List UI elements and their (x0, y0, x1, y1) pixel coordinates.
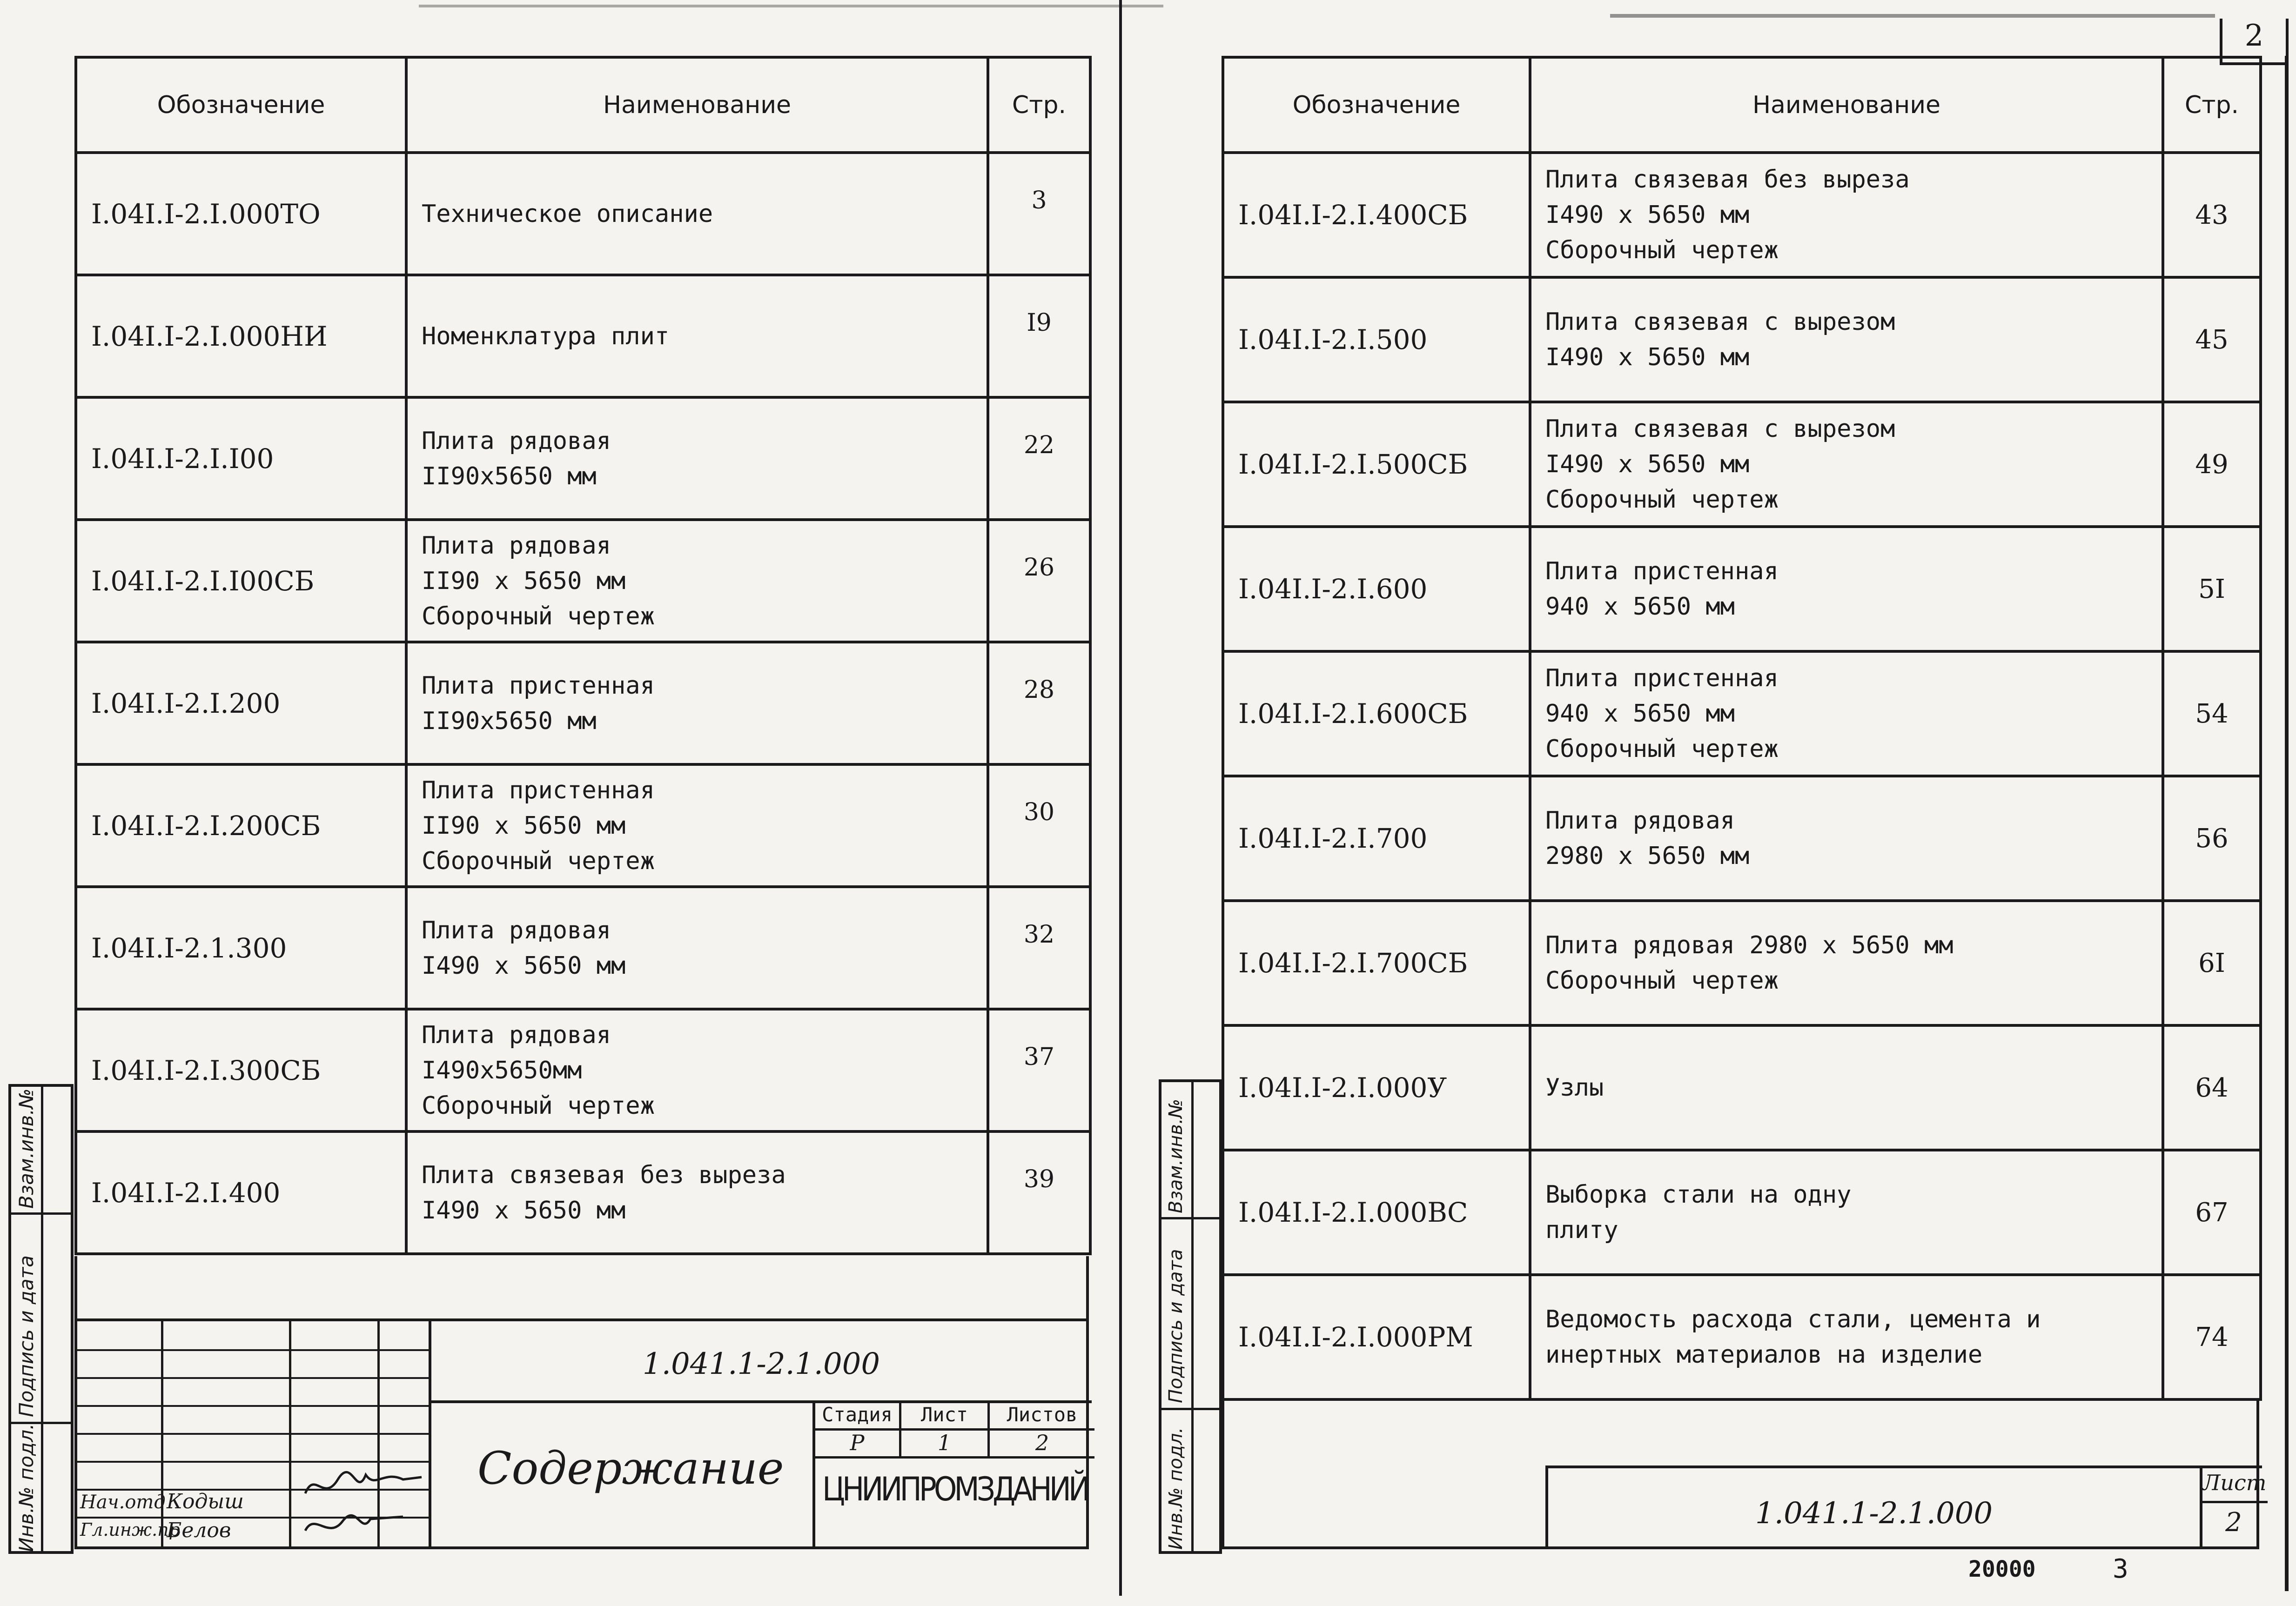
row-page: 45 (2163, 277, 2261, 402)
footer-order: 20000 (1968, 1556, 2036, 1582)
row-name-line: Сборочный чертеж (422, 847, 655, 875)
row-designation: I.04I.I-2.I.000ТО (76, 153, 406, 275)
row-name-line: Сборочный чертеж (1545, 236, 1779, 264)
right-sheet (1222, 56, 2267, 1554)
row-page: 39 (988, 1131, 1090, 1254)
header-designation: Обозначение (76, 57, 406, 153)
left-empty-band (74, 1256, 1089, 1321)
row-name-line: I490 x 5650 мм (422, 951, 626, 980)
row-designation: I.04I.I-2.I.000ВС (1223, 1150, 1530, 1275)
row-name-line: Плита рядовая (422, 531, 611, 560)
table-row (1223, 651, 2261, 776)
table-row (1223, 527, 2261, 651)
sheets-label: Листов (1007, 1403, 1078, 1426)
row-name-line: Сборочный чертеж (1545, 486, 1779, 514)
row-name (1530, 776, 2163, 901)
row-designation: I.04I.I-2.I.500 (1223, 277, 1530, 402)
footer-number: 3 (2113, 1554, 2128, 1584)
sheet-value: 1 (937, 1430, 952, 1455)
row-page: 74 (2163, 1275, 2261, 1399)
row-designation: I.04I.I-2.I.500СБ (1223, 402, 1530, 527)
row-name (406, 1009, 988, 1131)
row-name-line: инертных материалов на изделие (1545, 1341, 1983, 1369)
row-designation: I.04I.I-2.I.600СБ (1223, 651, 1530, 776)
sheets-value: 2 (1035, 1430, 1049, 1455)
left-contents-table (74, 56, 1092, 1255)
right-doc-code: 1.041.1-2.1.000 (1755, 1496, 1993, 1531)
row-name (406, 887, 988, 1009)
row-designation: I.04I.I-2.I.200СБ (76, 764, 406, 887)
right-margin-inv: Инв.№ подл. (1165, 1427, 1187, 1550)
row-name-line: Сборочный чертеж (1545, 735, 1779, 763)
row-name-line: 2980 x 5650 мм (1545, 842, 1750, 870)
row-name-line: Плита связевая без выреза (1545, 166, 1910, 194)
row-name (406, 397, 988, 520)
row-name-line: Номенклатура плит (422, 322, 670, 350)
header-designation: Обозначение (1223, 57, 1530, 153)
row-name-line: Плита рядовая (422, 1021, 611, 1049)
doc-title: Содержание (477, 1442, 784, 1494)
stage-label: Стадия (822, 1403, 893, 1426)
header-page: Стр. (2163, 57, 2261, 153)
right-margin-replace: Взам.инв.№ (1165, 1098, 1187, 1213)
row-designation: I.04I.I-2.I.I00 (76, 397, 406, 520)
row-designation: I.04I.I-2.I.I00СБ (76, 520, 406, 642)
row-name-line: Плита пристенная (422, 671, 655, 700)
right-sheet-box (2200, 1468, 2265, 1549)
table-row (1223, 1275, 2261, 1399)
role-chief-engineer: Гл.инж.пр (80, 1519, 181, 1540)
row-name-line: II90 x 5650 мм (422, 567, 626, 595)
row-page: 56 (2163, 776, 2261, 901)
row-name-line: I490x5650мм (422, 1056, 582, 1084)
row-name-line: 940 x 5650 мм (1545, 593, 1735, 621)
table-row (1223, 277, 2261, 402)
header-page: Стр. (988, 57, 1090, 153)
table-row (1223, 402, 2261, 527)
table-row (76, 764, 1090, 887)
row-designation: I.04I.I-2.I.000РМ (1223, 1275, 1530, 1399)
row-name (1530, 153, 2163, 277)
row-page: 49 (2163, 402, 2261, 527)
right-bottom-frame (1222, 1400, 2267, 1549)
right-margin-sign: Подпись и дата (1165, 1249, 1187, 1403)
left-margin-stamp (8, 1084, 74, 1554)
table-row (76, 397, 1090, 520)
row-name (406, 275, 988, 397)
stage-box (812, 1400, 1092, 1549)
row-name-line: I490 x 5650 мм (1545, 343, 1750, 371)
row-name-line: II90x5650 мм (422, 462, 597, 490)
row-name-line: Плита рядовая 2980 x 5650 мм (1545, 931, 1954, 959)
name-head-of-dept: Кодыш (167, 1490, 244, 1513)
row-page: 37 (988, 1009, 1090, 1131)
row-name-line: Плита рядовая (422, 916, 611, 944)
table-row (1223, 1025, 2261, 1150)
row-name-line: Плита пристенная (1545, 664, 1779, 692)
row-name (1530, 402, 2163, 527)
table-row (76, 275, 1090, 397)
row-page: I9 (988, 275, 1090, 397)
left-margin-inv: Инв.№ подл. (15, 1423, 38, 1552)
row-page: 67 (2163, 1150, 2261, 1275)
row-name (1530, 1025, 2163, 1150)
table-row (1223, 1150, 2261, 1275)
row-page: 32 (988, 887, 1090, 1009)
top-edge-left (419, 5, 1163, 7)
fold-line (1119, 0, 1122, 1596)
top-edge-right (1610, 14, 2215, 18)
row-designation: I.04I.I-2.I.700 (1223, 776, 1530, 901)
table-row (1223, 776, 2261, 901)
right-margin-stamp (1159, 1079, 1222, 1554)
signature-grid (77, 1321, 431, 1546)
header-name: Наименование (406, 57, 988, 153)
row-name (1530, 901, 2163, 1025)
left-margin-replace: Взам.инв.№ (15, 1088, 38, 1209)
row-name-line: Узлы (1545, 1074, 1604, 1102)
row-name-line: Плита рядовая (422, 427, 611, 455)
sheet-label: Лист (920, 1403, 968, 1426)
row-page: 30 (988, 764, 1090, 887)
row-name-line: Плита связевая без выреза (422, 1161, 786, 1189)
row-name-line: I490 x 5650 мм (422, 1196, 626, 1225)
row-name-line: I490 x 5650 мм (1545, 201, 1750, 229)
org-name: ЦНИИПРОМЗДАНИЙ (822, 1470, 1088, 1508)
row-name (406, 153, 988, 275)
title-block (74, 1321, 1089, 1549)
row-name-line: II90x5650 мм (422, 707, 597, 735)
right-sheet-number: 2 (2225, 1507, 2242, 1538)
row-page: 43 (2163, 153, 2261, 277)
row-page: 3 (988, 153, 1090, 275)
header-name: Наименование (1530, 57, 2163, 153)
signature-marks (296, 1461, 436, 1545)
row-name-line: Сборочный чертеж (422, 602, 655, 630)
right-edge-line (2285, 56, 2289, 1591)
row-designation: I.04I.I-2.1.300 (76, 887, 406, 1009)
row-name (406, 1131, 988, 1254)
right-sheet-label: Лист (2202, 1470, 2267, 1495)
role-head-of-dept: Нач.отд (80, 1492, 166, 1513)
corner-page-number: 2 (2220, 19, 2289, 65)
row-name-line: Плита связевая с вырезом (1545, 415, 1895, 443)
row-name (1530, 1150, 2163, 1275)
row-page: 22 (988, 397, 1090, 520)
row-page: 54 (2163, 651, 2261, 776)
table-row (76, 1009, 1090, 1131)
row-designation: I.04I.I-2.I.200 (76, 642, 406, 764)
table-row (1223, 153, 2261, 277)
row-name-line: Плита пристенная (1545, 557, 1779, 585)
row-name (1530, 527, 2163, 651)
row-name-line: I490 x 5650 мм (1545, 450, 1750, 478)
row-designation: I.04I.I-2.I.400СБ (1223, 153, 1530, 277)
row-designation: I.04I.I-2.I.700СБ (1223, 901, 1530, 1025)
row-page: 28 (988, 642, 1090, 764)
right-title-block (1545, 1465, 2267, 1549)
row-name-line: II90 x 5650 мм (422, 811, 626, 840)
row-name (406, 642, 988, 764)
row-designation: I.04I.I-2.I.300СБ (76, 1009, 406, 1131)
row-name-line: Выборка стали на одну (1545, 1181, 1852, 1209)
doc-code: 1.041.1-2.1.000 (642, 1347, 880, 1381)
row-name (406, 764, 988, 887)
row-page: 6I (2163, 901, 2261, 1025)
row-designation: I.04I.I-2.I.400 (76, 1131, 406, 1254)
row-page: 26 (988, 520, 1090, 642)
row-designation: I.04I.I-2.I.600 (1223, 527, 1530, 651)
left-margin-sign: Подпись и дата (15, 1255, 38, 1417)
stage-value: Р (850, 1430, 865, 1455)
row-name (1530, 277, 2163, 402)
row-name (406, 520, 988, 642)
row-name-line: Сборочный чертеж (422, 1091, 655, 1120)
row-name-line: Ведомость расхода стали, цемента и (1545, 1305, 2041, 1333)
row-designation: I.04I.I-2.I.000У (1223, 1025, 1530, 1150)
row-name-line: Плита пристенная (422, 776, 655, 804)
row-page: 64 (2163, 1025, 2261, 1150)
row-name-line: 940 x 5650 мм (1545, 700, 1735, 728)
row-name-line: Техническое описание (422, 200, 713, 228)
row-name-line: плиту (1545, 1216, 1618, 1244)
row-designation: I.04I.I-2.I.000НИ (76, 275, 406, 397)
left-sheet (74, 56, 1089, 1554)
row-name-line: Сборочный чертеж (1545, 967, 1779, 995)
table-row (76, 153, 1090, 275)
table-row (76, 887, 1090, 1009)
row-name (1530, 651, 2163, 776)
row-page: 5I (2163, 527, 2261, 651)
table-row (76, 520, 1090, 642)
table-row (76, 1131, 1090, 1254)
name-chief-engineer: Белов (167, 1519, 231, 1542)
row-name-line: Плита рядовая (1545, 807, 1735, 835)
row-name-line: Плита связевая с вырезом (1545, 308, 1895, 336)
right-contents-table (1222, 56, 2262, 1401)
table-row (1223, 901, 2261, 1025)
row-name (1530, 1275, 2163, 1399)
table-row (76, 642, 1090, 764)
